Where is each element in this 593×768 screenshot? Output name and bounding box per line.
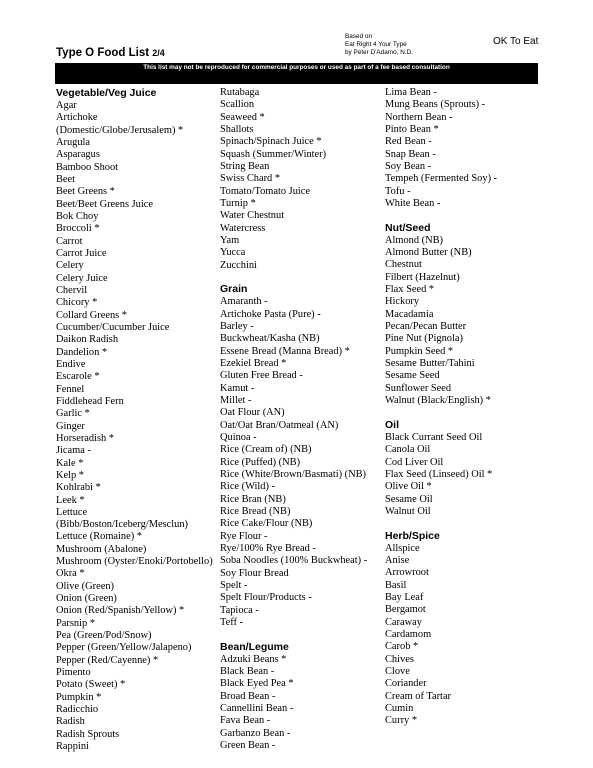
food-item: Kamut - [220, 382, 255, 394]
food-item: Carrot Juice [56, 247, 107, 259]
food-item: Lettuce (Romaine) * [56, 531, 142, 543]
page-number: 2/4 [152, 48, 165, 58]
food-item: Sesame Seed [385, 370, 440, 382]
food-item: Collard Greens * [56, 309, 127, 321]
food-item: String Bean [220, 160, 270, 172]
food-item: Canola Oil [385, 444, 431, 456]
food-item: Pumpkin * [56, 691, 102, 703]
food-item: Coriander [385, 678, 427, 690]
food-list [385, 87, 535, 210]
food-item: Mung Beans (Sprouts) - [385, 99, 486, 111]
food-item: Tomato/Tomato Juice [220, 185, 311, 197]
food-item: Clove [385, 665, 410, 677]
food-item: Basil [385, 579, 407, 591]
food-list [385, 432, 535, 518]
food-item: Quinoa - [220, 432, 257, 444]
food-item: Sesame Butter/Tahini [385, 358, 475, 370]
food-item: Flax Seed (Linseed) Oil * [385, 468, 493, 480]
food-item: Olive Oil * [385, 481, 432, 493]
food-item: Dandelion * [56, 346, 108, 358]
food-item: Tofu - [385, 185, 411, 197]
food-item: Pepper (Red/Cayenne) * [56, 654, 159, 666]
food-item: Rutabaga [220, 87, 260, 98]
food-item: Cannellini Bean - [220, 703, 294, 715]
food-item: Pimento [56, 667, 91, 679]
food-item: (Domestic/Globe/Jerusalem) * [56, 124, 184, 136]
food-item: Jicama - [56, 445, 91, 457]
food-item: Water Chestnut [220, 210, 285, 222]
food-item: Bay Leaf [385, 591, 424, 603]
source-citation [345, 33, 413, 57]
notice-bar [55, 63, 538, 84]
food-item: Seaweed * [220, 111, 265, 123]
food-item: Lettuce [56, 506, 88, 518]
food-item: Fiddlehead Fern [56, 395, 124, 407]
food-item: Flax Seed * [385, 284, 435, 296]
food-item: Curry * [385, 715, 418, 727]
food-item: Filbert (Hazelnut) [385, 271, 460, 283]
food-item: Radish [56, 716, 85, 728]
food-list [56, 100, 218, 753]
food-item: Rappini [56, 741, 89, 753]
food-item: Gluten Free Bread - [220, 370, 303, 382]
column-3 [385, 87, 535, 728]
column-2 [220, 87, 383, 752]
food-item: Fava Bean - [220, 715, 271, 727]
food-item: Beet Greens * [56, 186, 115, 198]
food-item: Arrowroot [385, 567, 429, 579]
food-item: Tapioca - [220, 604, 259, 616]
food-item: Black Currant Seed Oil [385, 431, 483, 443]
food-item: Almond Butter (NB) [385, 247, 472, 259]
title-text: Type O Food List [56, 47, 150, 59]
food-item: Chives [385, 653, 414, 665]
food-item: Macadamia [385, 308, 434, 320]
food-item: Oat Flour (AN) [220, 407, 285, 419]
food-item: Pine Nut (Pignola) [385, 333, 463, 345]
food-item: Black Eyed Pea * [220, 678, 294, 690]
food-item: Escarole * [56, 371, 100, 383]
food-item: Kelp * [56, 469, 84, 481]
food-item: Scallion [220, 99, 255, 111]
food-item: Snap Bean - [385, 148, 436, 160]
source-line: by Peter D'Adamo, N.D. [345, 49, 413, 56]
food-item: Black Bean - [220, 666, 275, 678]
section-grain [220, 283, 383, 629]
food-item: Cod Liver Oil [385, 456, 444, 468]
food-list [220, 296, 383, 629]
food-item: Amaranth - [220, 296, 268, 308]
food-item: Pea (Green/Pod/Snow) [56, 630, 152, 642]
food-item: Oat/Oat Bran/Oatmeal (AN) [220, 419, 339, 431]
food-item: Sunflower Seed [385, 382, 452, 394]
section-heading: Vegetable/Veg Juice [56, 87, 157, 99]
food-item: Squash (Summer/Winter) [220, 148, 327, 160]
food-item: Mushroom (Oyster/Enoki/Portobello) [56, 556, 213, 568]
food-item: Celery [56, 260, 84, 272]
food-item: Asparagus [56, 149, 100, 161]
section-heading: Nut/Seed [385, 221, 431, 234]
food-item: Arugula [56, 136, 91, 148]
food-item: Sesame Oil [385, 493, 433, 505]
food-item: Shallots [220, 123, 254, 135]
food-item: Broad Bean - [220, 690, 276, 702]
food-item: Beet [56, 173, 76, 185]
food-item: Zucchini [220, 259, 257, 271]
food-item: Yam [220, 234, 240, 246]
food-item: Turnip * [220, 197, 256, 209]
food-item: Adzuki Beans * [220, 653, 287, 665]
food-item: Rice Bread (NB) [220, 506, 291, 517]
food-item: Rice (White/Brown/Basmati) (NB) [220, 469, 367, 481]
food-item: Anise [385, 555, 410, 566]
food-item: Tempeh (Fermented Soy) - [385, 173, 498, 185]
food-item: Swiss Chard * [220, 173, 281, 185]
food-item: Rye Flour - [220, 530, 268, 542]
food-item: Pinto Bean * [385, 123, 439, 135]
food-item: Rice Bran (NB) [220, 493, 286, 505]
food-item: Watercress [220, 222, 266, 234]
food-item: Chervil [56, 284, 88, 296]
food-item: Spinach/Spinach Juice * [220, 136, 322, 148]
section-nut-seed [385, 222, 535, 408]
food-item: Spelt Flour/Products - [220, 592, 312, 604]
food-item: Red Bean - [385, 136, 432, 148]
food-item: Cardamom [385, 628, 432, 640]
section-heading: Oil [385, 418, 400, 431]
section-bean-legume [220, 641, 383, 753]
food-item: Teff - [220, 616, 244, 628]
column-1 [56, 87, 218, 753]
food-item: Lima Bean - [385, 87, 437, 98]
section-continued [220, 87, 383, 272]
section-continued [385, 87, 535, 210]
food-item: Buckwheat/Kasha (NB) [220, 333, 320, 345]
food-item: Carrot [56, 235, 83, 247]
section-heading: Grain [220, 283, 248, 296]
food-item: White Bean - [385, 197, 441, 209]
food-item: Almond (NB) [385, 234, 444, 246]
food-item: Artichoke [56, 112, 98, 124]
section-vegetable-veg-juice [56, 87, 218, 753]
food-item: Rye/100% Rye Bread - [220, 542, 316, 554]
food-item: Leek * [56, 494, 85, 506]
food-item: Millet - [220, 395, 252, 407]
food-item: Bok Choy [56, 210, 99, 222]
food-item: Endive [56, 358, 86, 370]
section-herb-spice [385, 530, 535, 728]
food-item: Cucumber/Cucumber Juice [56, 321, 170, 333]
food-list [220, 654, 383, 753]
food-item: Soy Flour Bread [220, 567, 289, 579]
food-item: Cumin [385, 702, 414, 714]
source-line: Based on [345, 33, 373, 40]
status-label: OK To Eat [493, 36, 539, 47]
food-item: Hickory [385, 296, 420, 308]
food-item: Walnut (Black/English) * [385, 395, 491, 407]
food-item: Chestnut [385, 259, 422, 271]
food-item: Rice (Wild) - [220, 481, 275, 493]
food-item: Daikon Radish [56, 334, 119, 346]
food-list [385, 543, 535, 728]
food-item: Ginger [56, 420, 85, 432]
food-item: Ezekiel Bread * [220, 358, 287, 370]
food-item: Mushroom (Abalone) [56, 543, 147, 555]
food-item: Bamboo Shoot [56, 161, 119, 173]
food-item: Spelt - [220, 579, 248, 591]
food-item: Olive (Green) [56, 580, 114, 592]
section-heading: Herb/Spice [385, 529, 440, 542]
notice-text: This list may not be reproduced for commercial purposes or used as part of a fee based consultation [143, 64, 450, 71]
food-item: Okra * [56, 568, 85, 580]
food-item: Kale * [56, 457, 84, 469]
section-oil [385, 419, 535, 518]
food-item: Allspice [385, 542, 420, 554]
food-item: Potato (Sweet) * [56, 679, 126, 691]
food-item: Kohlrabi * [56, 482, 101, 494]
food-item: Northern Bean - [385, 111, 453, 123]
page-title [56, 47, 165, 59]
food-list [385, 235, 535, 408]
food-item: Caraway [385, 616, 422, 628]
food-item: Bergamot [385, 604, 426, 616]
food-item: Celery Juice [56, 272, 108, 284]
food-item: Carob * [385, 641, 419, 653]
source-line: Eat Right 4 Your Type [345, 41, 407, 48]
food-item: Soy Bean - [385, 160, 432, 172]
food-item: Barley - [220, 321, 254, 333]
food-item: Garlic * [56, 408, 90, 420]
food-item: Rice (Cream of) (NB) [220, 444, 312, 456]
food-item: Fennel [56, 383, 85, 395]
food-item: Onion (Red/Spanish/Yellow) * [56, 605, 185, 617]
food-item: Cream of Tartar [385, 690, 452, 702]
food-item: Radish Sprouts [56, 728, 120, 740]
food-item: Onion (Green) [56, 593, 117, 605]
food-item: Green Bean - [220, 740, 276, 752]
food-item: Pumpkin Seed * [385, 345, 454, 357]
food-item: Chicory * [56, 297, 98, 309]
food-list [220, 87, 383, 272]
food-item: Essene Bread (Manna Bread) * [220, 345, 350, 357]
food-item: (Bibb/Boston/Iceberg/Mesclun) [56, 519, 188, 531]
food-item: Walnut Oil [385, 505, 431, 517]
food-item: Horseradish * [56, 432, 115, 444]
food-item: Broccoli * [56, 223, 100, 235]
food-item: Rice Cake/Flour (NB) [220, 518, 313, 530]
food-item: Yucca [220, 247, 246, 259]
food-item: Pecan/Pecan Butter [385, 321, 467, 333]
food-item: Pepper (Green/Yellow/Jalapeno) [56, 642, 192, 654]
food-item: Beet/Beet Greens Juice [56, 198, 153, 210]
food-item: Rice (Puffed) (NB) [220, 456, 301, 468]
food-item: Artichoke Pasta (Pure) - [220, 308, 321, 320]
food-item: Parsnip * [56, 617, 95, 629]
food-item: Radicchio [56, 704, 99, 716]
food-item: Soba Noodles (100% Buckwheat) - [220, 555, 368, 567]
section-heading: Bean/Legume [220, 640, 289, 653]
food-item: Agar [56, 100, 77, 111]
food-item: Garbanzo Bean - [220, 727, 291, 739]
